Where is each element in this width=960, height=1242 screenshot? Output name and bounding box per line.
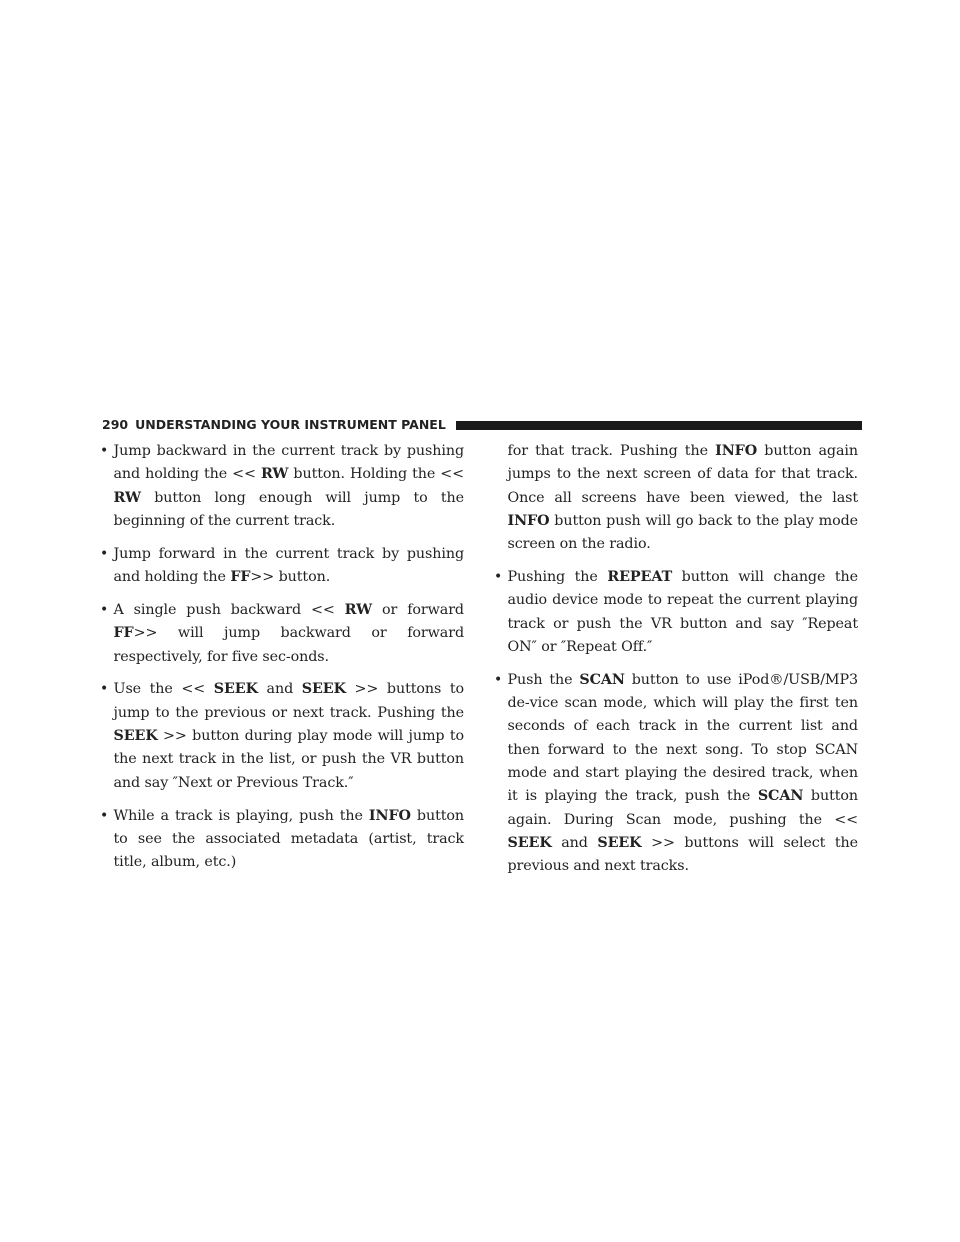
bold-term: RW [113, 489, 141, 506]
text-run: button to use iPod®/USB/MP3 de-vice scan mode, which will play the first ten seconds of each track in the current list and then forward to the next song. To stop SCAN mode and start playing the desired track, when it is playing the track, push the [507, 671, 858, 805]
bullet-icon: • [494, 671, 503, 688]
bold-term: INFO [715, 443, 758, 459]
bold-term: FF [113, 625, 134, 642]
text-run: >> buttons to jump to the previous or next track. Pushing the [113, 681, 464, 721]
bold-term: INFO [507, 512, 550, 529]
list-item [99, 805, 464, 875]
text-run: button will change the audio device mode to repeat the current playing track or push the VR button and say ″Repeat ON″ or ″Repeat Off.″ [507, 569, 858, 655]
text-run: Pushing the [507, 569, 608, 586]
right-column [493, 440, 858, 888]
list-item [99, 599, 464, 669]
bullet-icon: • [100, 443, 109, 459]
text-run: for that track. Pushing the [507, 443, 716, 459]
list-item [493, 669, 858, 879]
right-bullet-list [493, 440, 858, 879]
bullet-icon: • [100, 681, 109, 698]
text-run: >> button during play mode will jump to the next track in the list, or push the VR button and say ″Next or Previous Track.″ [113, 728, 464, 791]
text-run: button to see the associated metadata (artist, track title, album, etc.) [113, 807, 464, 871]
text-run: While a track is playing, push the [113, 807, 369, 824]
left-column [99, 440, 464, 884]
header-rule [456, 421, 862, 430]
text-run: button long enough will jump to the beginning of the current track. [113, 489, 464, 529]
bold-term: SEEK [597, 834, 642, 851]
section-title: UNDERSTANDING YOUR INSTRUMENT PANEL [135, 417, 446, 432]
bold-term: SEEK [301, 681, 346, 698]
text-run: button push will go back to the play mode screen on the radio. [507, 512, 858, 553]
text-run: Jump backward in the current track by pushing and holding the << [113, 443, 464, 483]
text-run: A single push backward << [113, 601, 345, 618]
bold-term: SEEK [213, 681, 258, 698]
text-run: Push the [507, 671, 580, 688]
left-bullet-list [99, 440, 464, 874]
text-run: >> button. [250, 569, 331, 586]
bullet-icon: • [100, 807, 109, 824]
bold-term: FF [230, 569, 251, 586]
text-run: Use the << [113, 681, 214, 698]
text-run: button. Holding the << [288, 466, 464, 483]
page-number: 290 [102, 417, 129, 432]
list-item-continuation [493, 440, 858, 556]
text-run: and [551, 834, 598, 851]
bullet-icon: • [100, 601, 109, 618]
list-item [99, 440, 464, 533]
bullet-icon: • [494, 569, 503, 586]
page-header [102, 417, 862, 433]
bold-term: SEEK [113, 728, 158, 745]
text-run: button again. During Scan mode, pushing the << [507, 788, 859, 828]
bold-term: SCAN [579, 671, 625, 688]
bold-term: REPEAT [607, 569, 673, 586]
bullet-icon: • [100, 545, 109, 562]
text-run: and [257, 681, 302, 698]
bold-term: INFO [368, 807, 411, 824]
text-run: >> buttons will select the previous and next tracks. [507, 834, 858, 875]
text-run: >> will jump backward or forward respectively, for five sec-onds. [113, 625, 464, 665]
text-run: or forward [372, 601, 464, 618]
bold-term: SCAN [757, 788, 804, 805]
text-run: button again jumps to the next screen of data for that track. Once all screens have been viewed, the last [507, 443, 858, 506]
bold-term: RW [344, 601, 373, 618]
text-run: Jump forward in the current track by pushing and holding the [113, 545, 464, 586]
list-item [493, 566, 858, 659]
bold-term: RW [260, 466, 289, 483]
list-item [99, 678, 464, 794]
list-item [99, 543, 464, 590]
bold-term: SEEK [507, 834, 552, 851]
